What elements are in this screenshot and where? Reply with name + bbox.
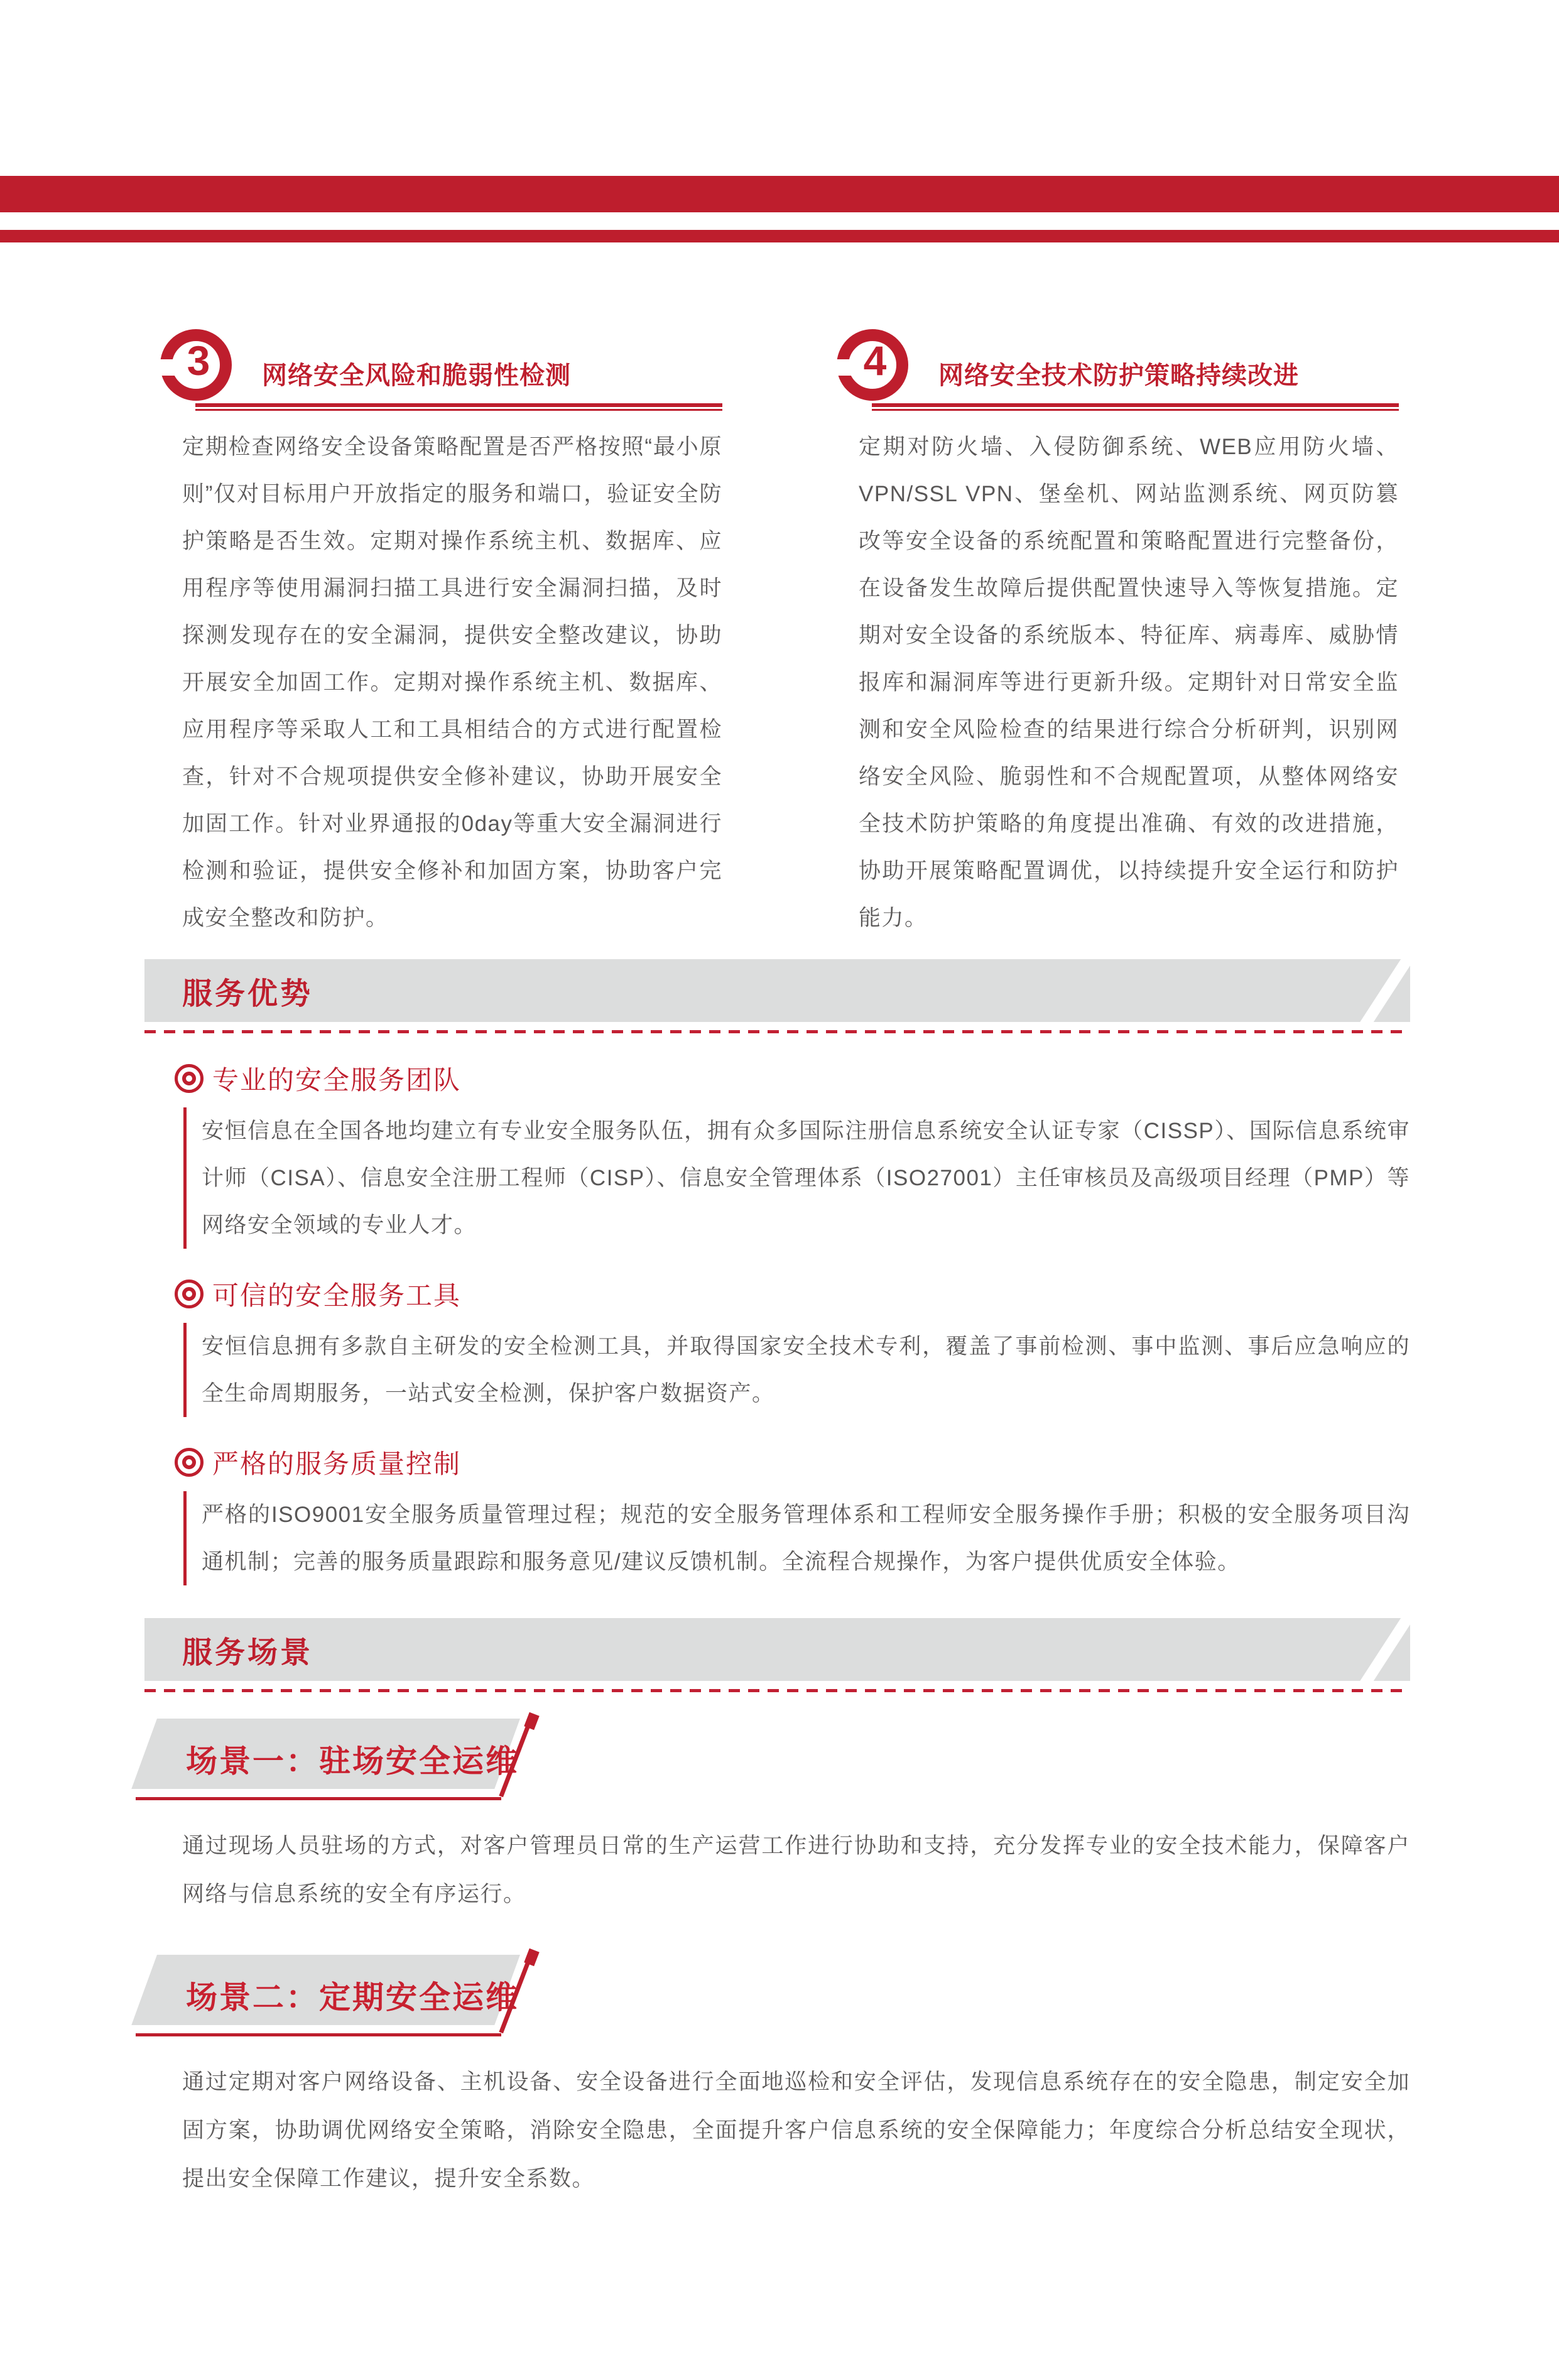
bullseye-inner-ring — [182, 1287, 196, 1301]
section-title: 网络安全风险和脆弱性检测 — [262, 362, 571, 389]
section-3-header — [160, 325, 722, 412]
scene-item — [144, 1955, 1410, 2203]
scene-label-block — [144, 1719, 584, 1789]
advantage-body: 安恒信息在全国各地均建立有专业安全服务队伍，拥有众多国际注册信息系统安全认证专家（CISSP）、国际信息系统审计师（CISA）、信息安全注册工程师（CISP）、信息安全管理体系（ISO27001）主任审核员及高级项目经理（PMP）等网络安全领域的专业人才。 — [183, 1107, 1410, 1249]
scenarios-banner-title: 服务场景 — [182, 1636, 313, 1670]
bullseye-icon — [175, 1280, 204, 1308]
bullseye-icon — [175, 1064, 204, 1093]
scene-underline — [136, 2033, 501, 2036]
scene-label: 场景二：定期安全运维 — [186, 1980, 519, 2015]
brochure-page — [0, 176, 1559, 2380]
section-title: 网络安全技术防护策略持续改进 — [938, 362, 1299, 389]
advantage-title: 可信的安全服务工具 — [212, 1281, 462, 1310]
dashed-divider — [144, 1030, 1410, 1033]
dashed-divider — [144, 1689, 1410, 1692]
page-content — [144, 325, 1410, 2203]
advantage-item — [175, 1275, 1410, 1417]
advantage-body: 安恒信息拥有多款自主研发的安全检测工具，并取得国家安全技术专利，覆盖了事前检测、事中监测、事后应急响应的全生命周期服务，一站式安全检测，保护客户数据资产。 — [183, 1323, 1410, 1417]
title-underline — [872, 403, 1399, 411]
advantage-title: 专业的安全服务团队 — [212, 1065, 462, 1095]
scene-body: 通过定期对客户网络设备、主机设备、安全设备进行全面地巡检和安全评估，发现信息系统存在的安全隐患，制定安全加固方案，协助调优网络安全策略，消除安全隐患，全面提升客户信息系统的安全保障能力；年度综合分析总结安全现状，提出安全保障工作建议，提升安全系数。 — [182, 2070, 1410, 2191]
scene-label-block — [144, 1955, 584, 2025]
advantage-heading — [175, 1275, 1410, 1313]
scene-body: 通过现场人员驻场的方式，对客户管理员日常的生产运营工作进行协助和支持，充分发挥专业的安全技术能力，保障客户网络与信息系统的安全有序运行。 — [182, 1834, 1410, 1906]
advantages-banner — [144, 959, 1410, 1022]
section-3 — [160, 325, 722, 942]
title-underline — [195, 403, 722, 411]
advantage-heading — [175, 1060, 1410, 1097]
section-number: 3 — [187, 337, 210, 384]
bullseye-inner-ring — [182, 1455, 196, 1469]
section-body: 定期对防火墙、入侵防御系统、WEB应用防火墙、VPN/SSL VPN、堡垒机、网站监测系统、网页防篡改等安全设备的系统配置和策略配置进行完整备份，在设备发生故障后提供配置快速导入等恢复措施。定期对安全设备的系统版本、特征库、病毒库、威胁情报库和漏洞库等进行更新升级。定期针对日常安全监测和安全风险检查的结果进行综合分析研判，识别网络安全风险、脆弱性和不合规配置项，从整体网络安全技术防护策略的角度提出准确、有效的改进措施，协助开展策略配置调优，以持续提升安全运行和防护能力。 — [859, 435, 1399, 930]
section-number: 4 — [863, 337, 887, 384]
top-accent-bar-thin — [0, 230, 1559, 242]
number-ring-icon — [160, 325, 236, 412]
section-4 — [837, 325, 1399, 942]
numbered-sections-row — [144, 325, 1410, 942]
scene-label: 场景一：驻场安全运维 — [186, 1744, 519, 1779]
advantage-title: 严格的服务质量控制 — [212, 1449, 462, 1479]
section-4-header — [837, 325, 1399, 412]
scenarios-banner — [144, 1618, 1410, 1681]
advantage-heading — [175, 1443, 1410, 1481]
advantage-body: 严格的ISO9001安全服务质量管理过程；规范的安全服务管理体系和工程师安全服务操作手册；积极的安全服务项目沟通机制；完善的服务质量跟踪和服务意见/建议反馈机制。全流程合规操作，为客户提供优质安全体验。 — [183, 1491, 1410, 1585]
advantage-item — [175, 1060, 1410, 1249]
scene-underline — [136, 1797, 501, 1800]
number-ring-icon — [837, 325, 912, 412]
advantages-banner-title: 服务优势 — [182, 977, 313, 1011]
advantage-item — [175, 1443, 1410, 1585]
section-body: 定期检查网络安全设备策略配置是否严格按照“最小原则”仅对目标用户开放指定的服务和端口，验证安全防护策略是否生效。定期对操作系统主机、数据库、应用程序等使用漏洞扫描工具进行安全漏洞扫描，及时探测发现存在的安全漏洞，提供安全整改建议，协助开展安全加固工作。定期对操作系统主机、数据库、应用程序等采取人工和工具相结合的方式进行配置检查，针对不合规项提供安全修补建议，协助开展安全加固工作。针对业界通报的0day等重大安全漏洞进行检测和验证，提供安全修补和加固方案，协助客户完成安全整改和防护。 — [182, 435, 722, 930]
bullseye-inner-ring — [182, 1072, 196, 1085]
top-accent-bar-thick — [0, 176, 1559, 212]
scene-item — [144, 1719, 1410, 1918]
bullseye-icon — [175, 1448, 204, 1477]
